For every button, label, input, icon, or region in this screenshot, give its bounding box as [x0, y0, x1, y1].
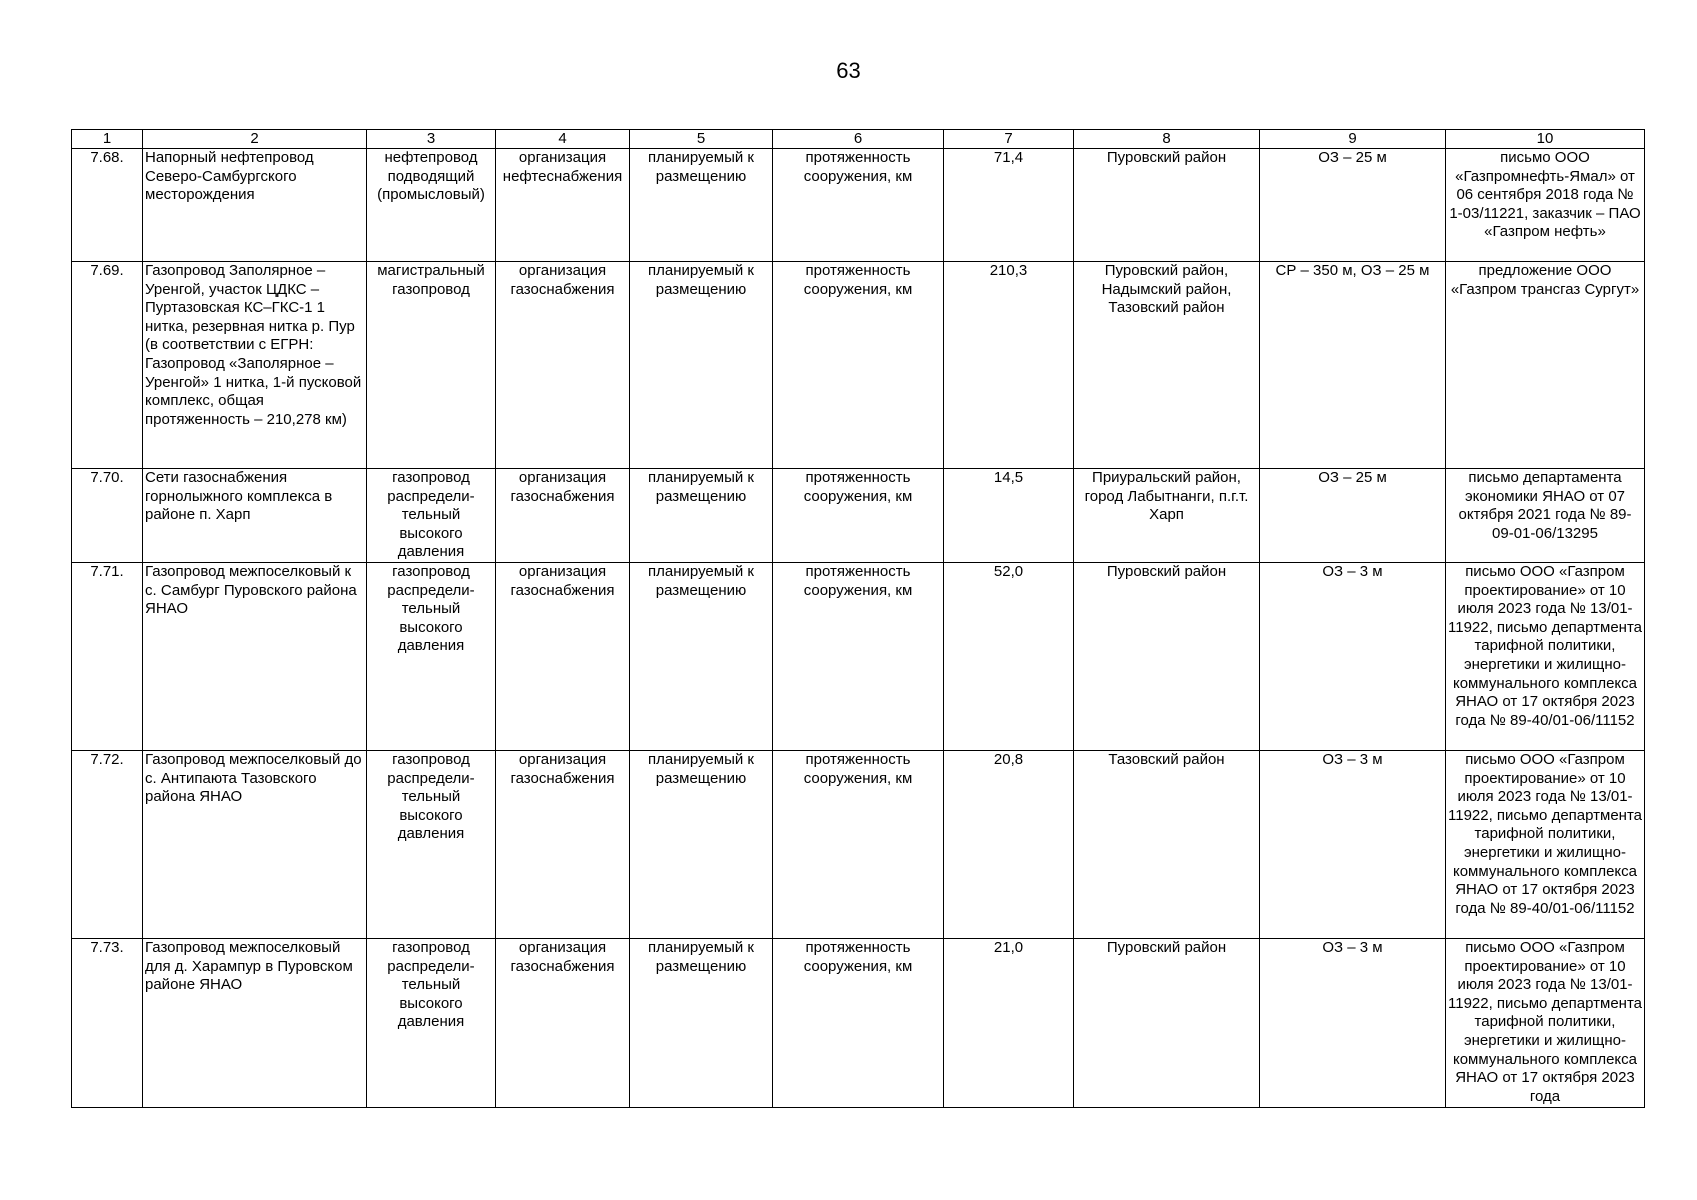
- header-cell: 3: [367, 130, 496, 149]
- object-location: Пуровский район, Надымский район, Тазовский район: [1074, 262, 1260, 469]
- table-row: [72, 262, 1645, 469]
- object-value: 71,4: [944, 149, 1074, 262]
- object-name: Газопровод Заполярное – Уренгой, участок ЦДКС – Пуртазовская КС–ГКС-1 1 нитка, резервная нитка р. Пур (в соответствии с ЕГРН: Газопровод «Заполярное – Уренгой» 1 нитка, 1-й пусковой комплекс, общая протяженность – 210,278 км): [143, 262, 367, 469]
- object-status: планируемый к размещению: [630, 149, 773, 262]
- object-zones: ОЗ – 25 м: [1260, 149, 1446, 262]
- object-basis: письмо ООО «Газпром проектирование» от 10 июля 2023 года № 13/01-11922, письмо департмента тарифной политики, энергетики и жилищно-коммунального комплекса ЯНАО от 17 октября 2023 года № 89-40/01-06/11152: [1446, 751, 1645, 939]
- object-name: Газопровод межпоселковый к с. Самбург Пуровского района ЯНАО: [143, 563, 367, 751]
- header-cell: 6: [773, 130, 944, 149]
- object-basis: письмо ООО «Газпром проектирование» от 10 июля 2023 года № 13/01-11922, письмо департмента тарифной политики, энергетики и жилищно-коммунального комплекса ЯНАО от 17 октября 2023 года: [1446, 939, 1645, 1108]
- object-name: Газопровод межпоселковый до с. Антипаюта Тазовского района ЯНАО: [143, 751, 367, 939]
- header-cell: 5: [630, 130, 773, 149]
- table-row: [72, 149, 1645, 262]
- header-cell: 9: [1260, 130, 1446, 149]
- object-characteristic: протяженность сооружения, км: [773, 939, 944, 1108]
- object-zones: ОЗ – 25 м: [1260, 469, 1446, 563]
- object-type: нефтепровод подводящий (промысловый): [367, 149, 496, 262]
- row-number: 7.71.: [72, 563, 143, 751]
- objects-table: [71, 129, 1645, 1108]
- object-name: Напорный нефтепровод Северо-Самбургского месторождения: [143, 149, 367, 262]
- object-basis: письмо ООО «Газпромнефть-Ямал» от 06 сентября 2018 года № 1-03/11221, заказчик – ПАО «Газпром нефть»: [1446, 149, 1645, 262]
- object-location: Приуральский район, город Лабытнанги, п.г.т. Харп: [1074, 469, 1260, 563]
- header-cell: 8: [1074, 130, 1260, 149]
- object-location: Пуровский район: [1074, 149, 1260, 262]
- object-value: 14,5: [944, 469, 1074, 563]
- object-name: Газопровод межпоселковый для д. Харампур в Пуровском районе ЯНАО: [143, 939, 367, 1108]
- object-purpose: организация газоснабжения: [496, 563, 630, 751]
- row-number: 7.73.: [72, 939, 143, 1108]
- row-number: 7.68.: [72, 149, 143, 262]
- table-row: [72, 469, 1645, 563]
- object-status: планируемый к размещению: [630, 751, 773, 939]
- object-location: Пуровский район: [1074, 939, 1260, 1108]
- table-row: [72, 751, 1645, 939]
- object-purpose: организация газоснабжения: [496, 939, 630, 1108]
- object-characteristic: протяженность сооружения, км: [773, 149, 944, 262]
- header-cell: 2: [143, 130, 367, 149]
- page-number: 63: [836, 58, 861, 83]
- object-basis: письмо ООО «Газпром проектирование» от 10 июля 2023 года № 13/01-11922, письмо департмента тарифной политики, энергетики и жилищно-коммунального комплекса ЯНАО от 17 октября 2023 года № 89-40/01-06/11152: [1446, 563, 1645, 751]
- header-cell: 7: [944, 130, 1074, 149]
- object-status: планируемый к размещению: [630, 939, 773, 1108]
- object-location: Тазовский район: [1074, 751, 1260, 939]
- object-basis: письмо департамента экономики ЯНАО от 07 октября 2021 года № 89-09-01-06/13295: [1446, 469, 1645, 563]
- object-zones: ОЗ – 3 м: [1260, 751, 1446, 939]
- object-status: планируемый к размещению: [630, 563, 773, 751]
- object-type: газопровод распредели-тельный высокого давления: [367, 469, 496, 563]
- object-name: Сети газоснабжения горнолыжного комплекса в районе п. Харп: [143, 469, 367, 563]
- object-characteristic: протяженность сооружения, км: [773, 563, 944, 751]
- object-characteristic: протяженность сооружения, км: [773, 751, 944, 939]
- object-value: 21,0: [944, 939, 1074, 1108]
- table-row: [72, 939, 1645, 1108]
- object-value: 20,8: [944, 751, 1074, 939]
- table-row: [72, 563, 1645, 751]
- object-zones: ОЗ – 3 м: [1260, 563, 1446, 751]
- object-status: планируемый к размещению: [630, 469, 773, 563]
- object-type: газопровод распредели-тельный высокого давления: [367, 751, 496, 939]
- object-purpose: организация газоснабжения: [496, 469, 630, 563]
- object-type: газопровод распредели-тельный высокого давления: [367, 939, 496, 1108]
- header-cell: 10: [1446, 130, 1645, 149]
- object-location: Пуровский район: [1074, 563, 1260, 751]
- object-type: магистральный газопровод: [367, 262, 496, 469]
- header-row: [72, 130, 1645, 149]
- object-type: газопровод распредели-тельный высокого давления: [367, 563, 496, 751]
- header-cell: 4: [496, 130, 630, 149]
- row-number: 7.70.: [72, 469, 143, 563]
- object-basis: предложение ООО «Газпром трансгаз Сургут»: [1446, 262, 1645, 469]
- row-number: 7.72.: [72, 751, 143, 939]
- object-value: 52,0: [944, 563, 1074, 751]
- object-zones: ОЗ – 3 м: [1260, 939, 1446, 1108]
- object-value: 210,3: [944, 262, 1074, 469]
- object-characteristic: протяженность сооружения, км: [773, 469, 944, 563]
- header-cell: 1: [72, 130, 143, 149]
- object-characteristic: протяженность сооружения, км: [773, 262, 944, 469]
- row-number: 7.69.: [72, 262, 143, 469]
- object-purpose: организация нефтеснабжения: [496, 149, 630, 262]
- object-zones: СР – 350 м, ОЗ – 25 м: [1260, 262, 1446, 469]
- object-status: планируемый к размещению: [630, 262, 773, 469]
- object-purpose: организация газоснабжения: [496, 751, 630, 939]
- object-purpose: организация газоснабжения: [496, 262, 630, 469]
